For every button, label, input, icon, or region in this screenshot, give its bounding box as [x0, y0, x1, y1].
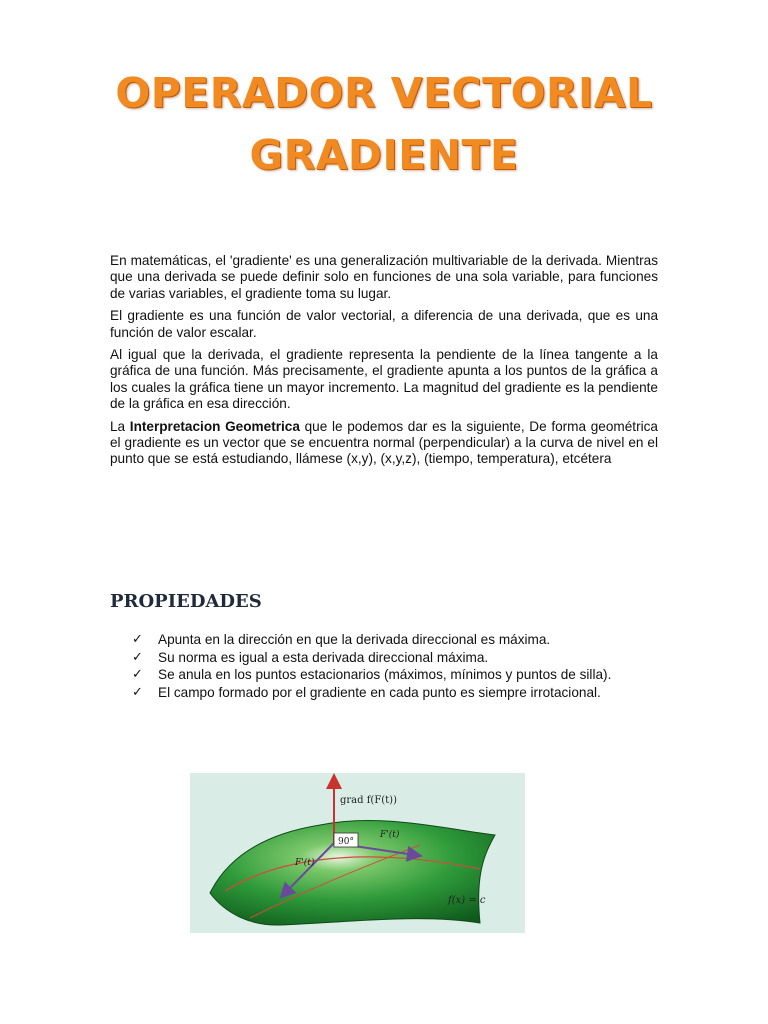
tangent-label-right: F'(t): [380, 830, 400, 840]
gradient-label: grad f(F(t)): [340, 795, 397, 806]
title-line-1: OPERADOR VECTORIAL: [115, 69, 653, 117]
paragraph-geometric: [110, 419, 658, 468]
title-line-2: GRADIENTE: [249, 131, 519, 179]
properties-list: [130, 632, 640, 702]
paragraph-slope: Al igual que la derivada, el gradiente representa la pendiente de la línea tangente a la gráfica de una función. Más precisamente, el gradiente apunta a los puntos de la gráfica a los cuales la gráfica tiene un mayor incremento. La magnitud del gradiente es la pendiente de la gráfica en esa dirección.: [110, 347, 658, 412]
checkmark-icon: ✓: [132, 649, 143, 665]
paragraph-vector-function: El gradiente es una función de valor vectorial, a diferencia de una derivada, que es una función de valor escalar.: [110, 308, 658, 340]
list-item: ✓ Se anula en los puntos estacionarios (máximos, mínimos y puntos de silla).: [132, 667, 612, 683]
list-item: ✓ Su norma es igual a esta derivada direccional máxima.: [132, 649, 489, 665]
gradient-illustration: [190, 773, 525, 933]
angle-label: 90°: [338, 837, 354, 847]
checkmark-icon: ✓: [132, 684, 143, 700]
gradient-figure: [190, 773, 525, 933]
tangent-label-left: F'(t): [295, 858, 315, 868]
geometric-prefix: La: [110, 418, 130, 434]
geometric-bold-term: Interpretacion Geometrica: [129, 418, 300, 434]
level-set-label: f(x) = c: [448, 895, 486, 906]
checkmark-icon: ✓: [132, 667, 143, 683]
page-title: [0, 62, 768, 186]
geometric-rest: que le podemos dar es la siguiente, De forma geométrica el gradiente es un vector que se encuentra normal (perpendicular) a la curva de nivel en el punto que se está estudiando, llámese (x,y), (x,y,z), (tiempo, temperatura), etcétera: [110, 418, 658, 467]
list-item: ✓ El campo formado por el gradiente en cada punto es siempre irrotacional.: [132, 684, 601, 700]
paragraph-definition: En matemáticas, el 'gradiente' es una generalización multivariable de la derivada. Mientras que una derivada se puede definir solo en funciones de una sola variable, para funciones de varias variables, el gradiente toma su lugar.: [110, 253, 658, 301]
properties-heading: PROPIEDADES: [110, 591, 262, 612]
list-item: ✓ Apunta en la dirección en que la derivada direccional es máxima.: [132, 632, 551, 647]
intro-text: [110, 253, 658, 474]
checkmark-icon: ✓: [132, 632, 143, 647]
